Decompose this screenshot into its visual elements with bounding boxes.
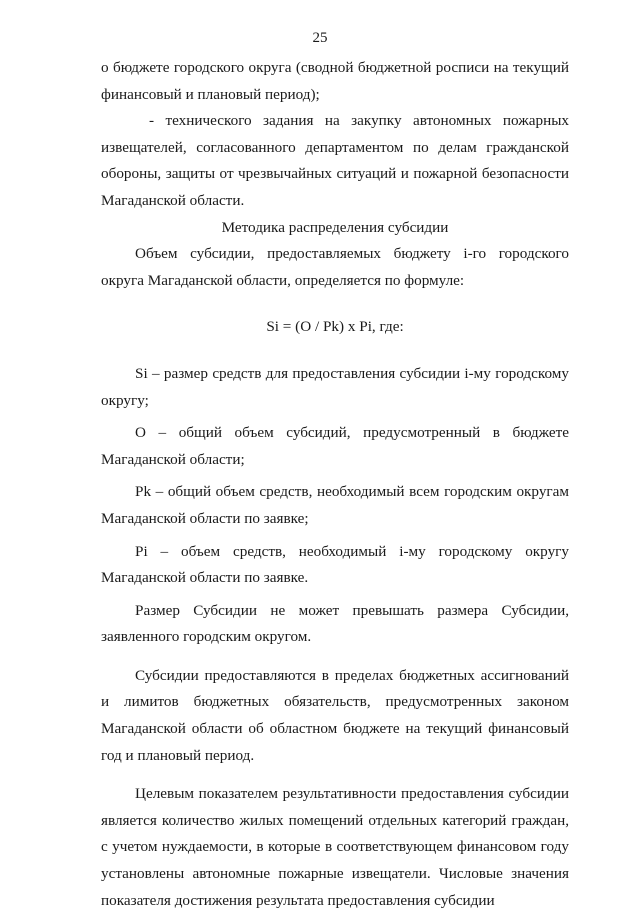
paragraph-budget-reference: о бюджете городского округа (сводной бюджетной росписи на текущий финансовый и плановый период); bbox=[101, 59, 569, 103]
paragraph-technical-assignment: - технического задания на закупку автономных пожарных извещателей, согласованного департаментом по делам гражданской обороны, защиты от чрезвычайных ситуаций и пожарной безопасности Магаданской области. bbox=[101, 112, 569, 209]
definition-si: Si – размер средств для предоставления субсидии i-му городскому округу; bbox=[101, 364, 569, 409]
formula: Si = (O / Pk) x Pi, где: bbox=[266, 318, 404, 336]
definition-o: O – общий объем субсидий, предусмотренный в бюджете Магаданской области; bbox=[101, 424, 569, 468]
page-body bbox=[101, 55, 569, 914]
section-heading: Методика распределения субсидии bbox=[221, 218, 449, 236]
definition-pi: Pi – объем средств, необходимый i-му городскому округу Магаданской области по заявке. bbox=[101, 542, 569, 587]
paragraph-target-indicator: Целевым показателем результативности предоставления субсидии является количество жилых помещений отдельных категорий граждан, с учетом нуждаемости, в которые в соответствующем финансовом году установлены автономные пожарные извещатели. Числовые значения показателя достижения результата предоставления субсидии bbox=[101, 785, 569, 909]
page-number: 25 bbox=[312, 30, 328, 46]
paragraph-subsidy-volume: Объем субсидии, предоставляемых бюджету i-го городского округа Магаданской области, определяется по формуле: bbox=[101, 245, 569, 289]
definition-pk: Pk – общий объем средств, необходимый всем городским округам Магаданской области по заявке; bbox=[101, 483, 569, 527]
paragraph-subsidy-limit: Размер Субсидии не может превышать размера Субсидии, заявленного городским округом. bbox=[101, 601, 569, 646]
paragraph-budget-allocations: Субсидии предоставляются в пределах бюджетных ассигнований и лимитов бюджетных обязательств, предусмотренных законом Магаданской области об областном бюджете на текущий финансовый год и плановый период. bbox=[101, 666, 569, 764]
